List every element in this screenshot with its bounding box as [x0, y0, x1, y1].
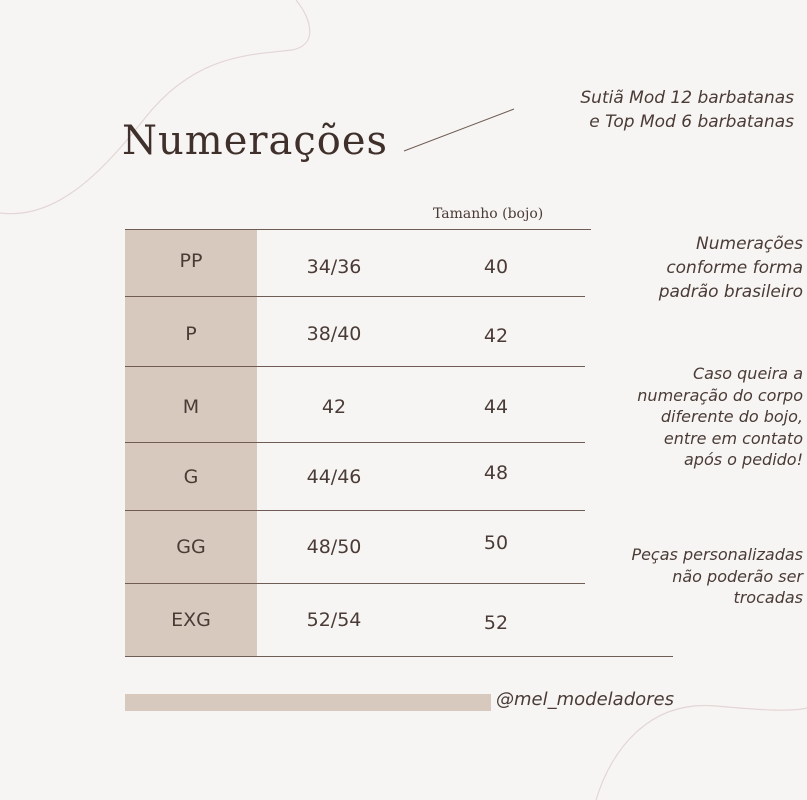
subtitle-line-2: e Top Mod 6 barbatanas	[589, 112, 794, 132]
table-row	[125, 229, 585, 296]
size-cell: G	[183, 465, 199, 488]
note-line: diferente do bojo,	[660, 407, 803, 426]
table-line-bottom	[125, 656, 673, 657]
body-size-cell: 34/36	[306, 255, 362, 278]
body-size-cell: 48/50	[306, 536, 362, 558]
cup-size-cell: 44	[483, 395, 509, 418]
note-line: Numerações	[696, 234, 803, 254]
table-row	[125, 511, 585, 583]
size-cell: M	[182, 395, 200, 418]
note-line: conforme forma	[666, 258, 803, 278]
cup-size-cell: 40	[483, 255, 509, 278]
cup-size-cell: 48	[483, 461, 509, 484]
note-standard-sizes	[659, 232, 803, 304]
size-cell: GG	[176, 536, 206, 558]
instagram-handle: @mel_modeladores	[496, 689, 674, 710]
subtitle-line-1: Sutiã Mod 12 barbatanas	[580, 88, 794, 108]
note-custom-contact	[637, 363, 803, 471]
table-row	[125, 443, 585, 510]
note-no-exchange	[631, 544, 803, 609]
decor-curve-bottom-right	[596, 705, 807, 800]
product-subtitle	[494, 86, 794, 134]
table-row	[125, 584, 585, 656]
note-line: trocadas	[733, 588, 803, 607]
note-line: Peças personalizadas	[631, 545, 803, 564]
body-size-cell: 52/54	[306, 609, 362, 631]
size-cell: EXG	[171, 609, 211, 631]
footer-accent-bar	[125, 694, 491, 711]
cup-size-cell: 52	[483, 612, 509, 634]
page-title: Numerações	[122, 118, 389, 164]
note-line: padrão brasileiro	[658, 282, 803, 302]
cup-size-cell: 42	[483, 324, 509, 347]
note-line: numeração do corpo	[637, 385, 803, 405]
body-size-cell: 44/46	[306, 465, 362, 488]
table-row	[125, 367, 585, 442]
note-line: após o pedido!	[683, 450, 803, 469]
size-cell: PP	[179, 249, 203, 272]
decor-curve-top-left	[0, 0, 310, 214]
note-line: Caso queira a	[692, 364, 803, 383]
body-size-cell: 38/40	[306, 322, 362, 345]
size-cell: P	[185, 322, 197, 345]
body-size-cell: 42	[321, 395, 347, 418]
note-line: não poderão ser	[672, 566, 803, 586]
cup-size-cell: 50	[483, 532, 509, 554]
cup-size-header: Tamanho (bojo)	[433, 206, 544, 222]
table-row	[125, 297, 585, 366]
note-line: entre em contato	[663, 428, 803, 448]
